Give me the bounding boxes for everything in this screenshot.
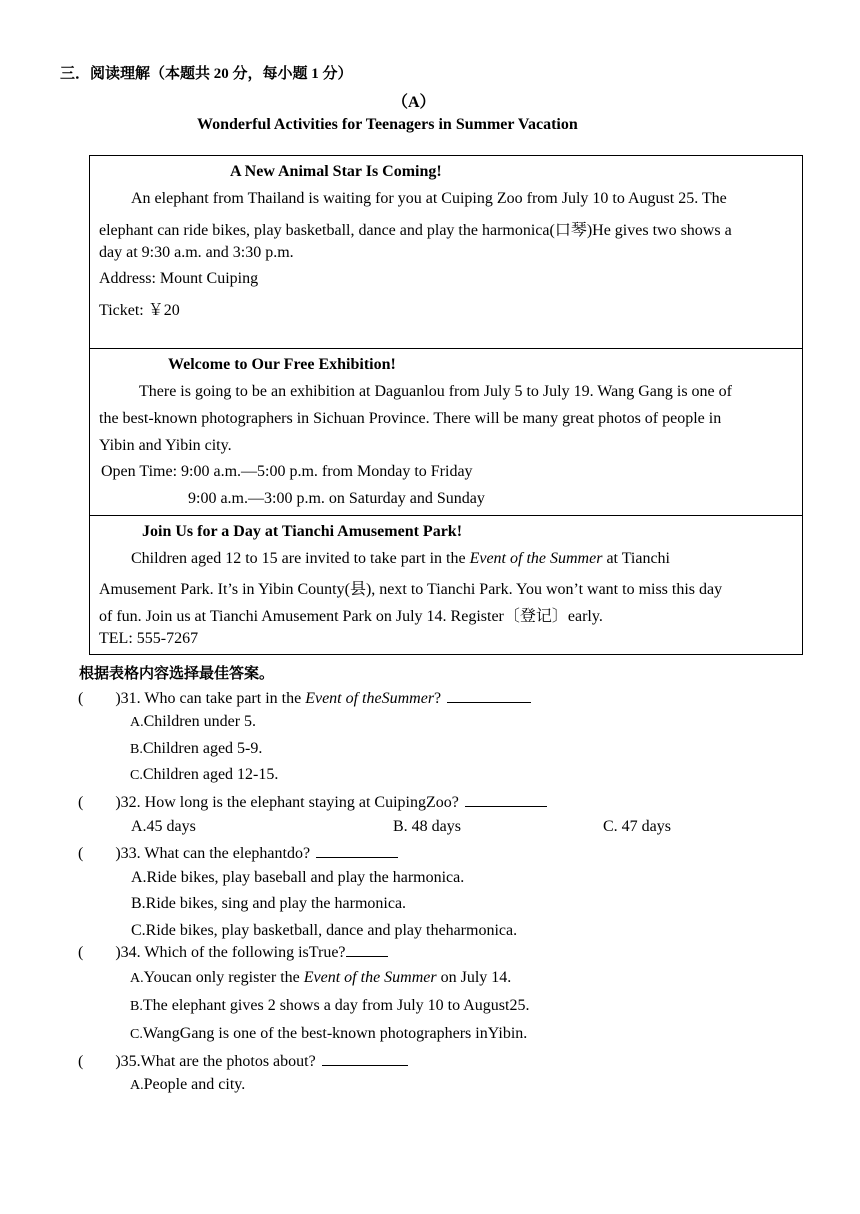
info-box-amusement-park [89,515,803,655]
answer-blank [346,942,388,957]
q31-option-a: A.Children under 5. [130,713,257,730]
answer-paren: ( [78,690,84,707]
answer-blank [316,843,398,858]
question-33: ( )33. What can the elephantdo? [78,843,398,863]
question-32: ( )32. How long is the elephant staying at CuipingZoo? [78,792,547,812]
answer-blank [465,792,547,807]
box-text-line: day at 9:30 a.m. and 3:30 p.m. [99,244,294,261]
answer-blank [447,688,531,703]
box-text-line: Amusement Park. It’s in Yibin County(县), next to Tianchi Park. You won’t want to miss this day [99,581,723,598]
box-title: Join Us for a Day at Tianchi Amusement Park! [142,523,463,540]
box-title: Welcome to Our Free Exhibition! [168,356,396,373]
question-35: ( )35.What are the photos about? [78,1051,408,1071]
part-label: （A） [392,94,436,111]
q34-option-b: B.The elephant gives 2 shows a day from July 10 to August25. [130,997,530,1014]
box-open-time-weekend: 9:00 a.m.—3:00 p.m. on Saturday and Sunday [188,490,485,507]
box-text-line: An elephant from Thailand is waiting for you at Cuiping Zoo from July 10 to August 25. The [131,190,727,207]
question-34: ( )34. Which of the following isTrue? [78,942,388,962]
box-text-line: elephant can ride bikes, play basketball, dance and play the harmonica(口琴)He gives two shows a [99,222,732,239]
q34-option-a: A.Youcan only register the Event of the Summer on July 14. [130,969,512,986]
q32-option-a: A.45 days [131,818,196,835]
answer-blank [322,1051,408,1066]
box-title: A New Animal Star Is Coming! [230,163,442,180]
section-heading: 三．阅读理解（本题共 20 分，每小题 1 分） [60,66,353,82]
box-ticket: Ticket: ￥20 [99,302,180,319]
q33-option-a: A.Ride bikes, play baseball and play the harmonica. [131,869,465,886]
q32-option-c: C. 47 days [603,818,671,835]
q34-option-c: C.WangGang is one of the best-known photographers inYibin. [130,1025,528,1042]
q31-option-b: B.Children aged 5-9. [130,740,263,757]
box-text-line: Children aged 12 to 15 are invited to take part in the Event of the Summer at Tianchi [131,550,670,567]
info-box-exhibition [89,348,803,516]
q32-option-b: B. 48 days [393,818,461,835]
q35-option-a: A.People and city. [130,1076,246,1093]
box-address: Address: Mount Cuiping [99,270,259,287]
box-open-time: Open Time: 9:00 a.m.—5:00 p.m. from Monday to Friday [101,463,473,480]
box-text-line: There is going to be an exhibition at Daguanlou from July 5 to July 19. Wang Gang is one of [139,383,732,400]
q33-option-b: B.Ride bikes, sing and play the harmonica. [131,895,407,912]
q31-option-c: C.Children aged 12-15. [130,766,279,783]
q33-option-c: C.Ride bikes, play basketball, dance and play theharmonica. [131,922,518,939]
box-text-line: Yibin and Yibin city. [99,437,232,454]
question-31: ( )31. Who can take part in the Event of theSummer? [78,688,531,708]
box-text-line: the best-known photographers in Sichuan Province. There will be many great photos of people in [99,410,722,427]
main-title: Wonderful Activities for Teenagers in Summer Vacation [197,116,578,133]
box-tel: TEL: 555-7267 [99,630,199,647]
box-text-line: of fun. Join us at Tianchi Amusement Park on July 14. Register〔登记〕early. [99,608,603,625]
instruction: 根据表格内容选择最佳答案。 [79,666,275,682]
info-box-elephant [89,155,803,349]
